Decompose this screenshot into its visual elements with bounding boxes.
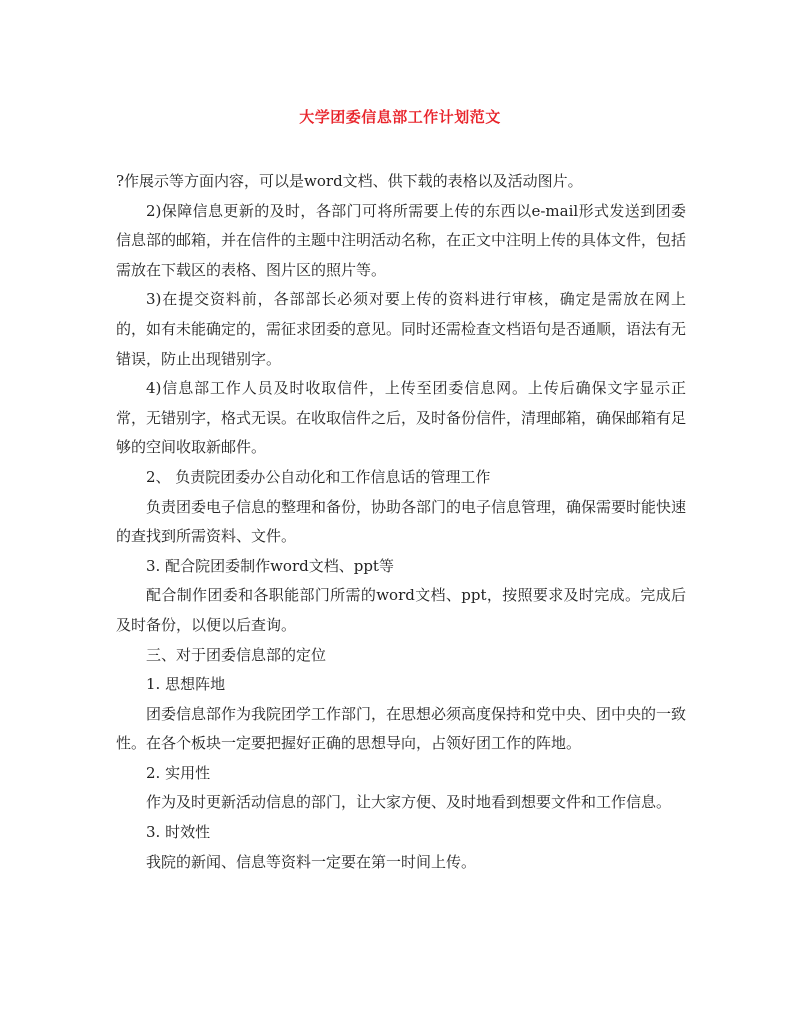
sub-heading: 2. 实用性 bbox=[146, 763, 211, 782]
paragraph: 作为及时更新活动信息的部门，让大家方便、及时地看到想要文件和工作信息。 bbox=[146, 793, 672, 812]
sub-heading: 3. 时效性 bbox=[146, 823, 211, 842]
paragraph: 团委信息部作为我院团学工作部门，在思想必须高度保持和党中央、团中央的一致性。在各个板块一定要把握好正确的思想导向，占领好团工作的阵地。 bbox=[116, 704, 687, 753]
section-heading: 三、对于团委信息部的定位 bbox=[146, 645, 327, 664]
sub-heading: 1. 思想阵地 bbox=[146, 675, 226, 694]
paragraph: 3)在提交资料前，各部部长必须对要上传的资料进行审核，确定是需放在网上的，如有未能确定的，需征求团委的意见。同时还需检查文档语句是否通顺，语法有无错误，防止出现错别字。 bbox=[116, 290, 687, 368]
document-title: 大学团委信息部工作计划范文 bbox=[299, 108, 501, 126]
paragraph: 我院的新闻、信息等资料一定要在第一时间上传。 bbox=[146, 852, 477, 871]
paragraph: 负责团委电子信息的整理和备份，协助各部门的电子信息管理，确保需要时能快速的查找到所需资料、文件。 bbox=[116, 497, 687, 546]
document-body bbox=[116, 167, 686, 877]
section-heading: 3. 配合院团委制作word文档、ppt等 bbox=[146, 556, 394, 575]
paragraph: 2)保障信息更新的及时，各部门可将所需要上传的东西以e-mail形式发送到团委信息部的邮箱，并在信件的主题中注明活动名称，在正文中注明上传的具体文件，包括需放在下载区的表格、图片区的照片等。 bbox=[116, 201, 687, 279]
paragraph: ?作展示等方面内容，可以是word文档、供下载的表格以及活动图片。 bbox=[116, 172, 583, 190]
paragraph: 4)信息部工作人员及时收取信件，上传至团委信息网。上传后确保文字显示正常，无错别字，格式无误。在收取信件之后，及时备份信件，清理邮箱，确保邮箱有足够的空间收取新邮件。 bbox=[116, 379, 687, 457]
section-heading: 2、 负责院团委办公自动化和工作信息话的管理工作 bbox=[146, 467, 491, 486]
paragraph: 配合制作团委和各职能部门所需的word文档、ppt，按照要求及时完成。完成后及时备份，以便以后查询。 bbox=[116, 586, 686, 634]
